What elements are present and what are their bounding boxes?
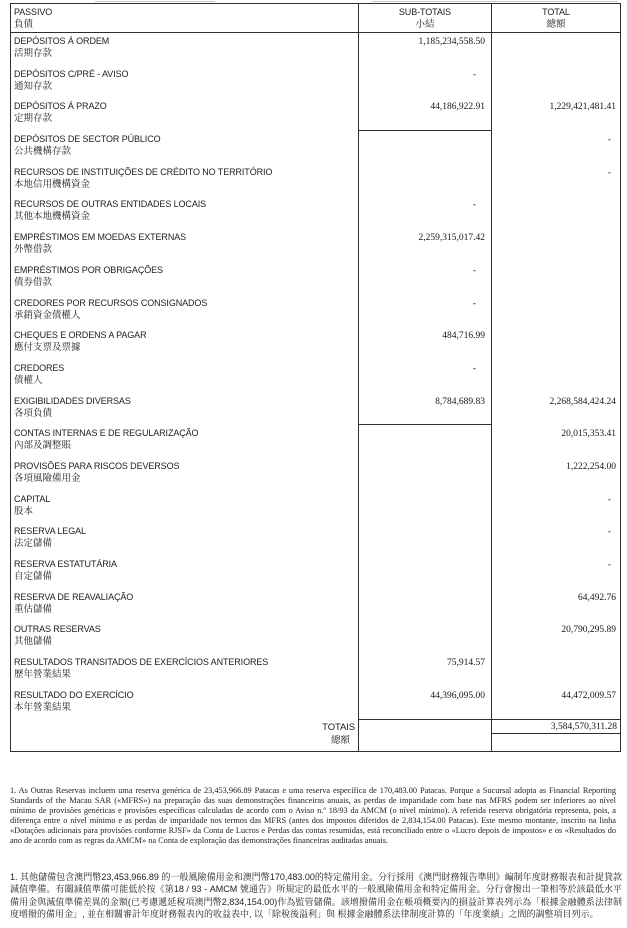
subtotal-cell bbox=[358, 164, 492, 197]
table-row bbox=[11, 295, 620, 328]
row-label-pt: CREDORES bbox=[14, 362, 65, 373]
total-cell: - bbox=[607, 135, 611, 146]
header-cell-total bbox=[492, 4, 620, 32]
row-label-cell bbox=[11, 295, 358, 328]
row-label-pt: EMPRÉSTIMOS EM MOEDAS EXTERNAS bbox=[14, 232, 187, 243]
subtotal-cell: - bbox=[358, 295, 492, 328]
table-row bbox=[11, 687, 620, 720]
subtotal-cell: 75,914.57 bbox=[358, 654, 492, 687]
subtotal-cell: 44,396,095.00 bbox=[358, 687, 492, 720]
subtotal-cell bbox=[358, 131, 492, 164]
row-label-cell bbox=[11, 327, 358, 360]
total-cell: 20,790,295.89 bbox=[561, 625, 616, 636]
row-label-pt: EMPRÉSTIMOS POR OBRIGAÇÕES bbox=[14, 264, 163, 275]
row-label-cell bbox=[11, 66, 358, 99]
row-label-pt: DEPÓSITOS DE SECTOR PÚBLICO bbox=[14, 134, 161, 145]
row-label-cell bbox=[11, 33, 358, 66]
table-row bbox=[11, 393, 620, 426]
row-label-pt: RECURSOS DE OUTRAS ENTIDADES LOCAIS bbox=[14, 199, 207, 210]
scan-artifact bbox=[372, 1, 618, 2]
row-label-cell bbox=[11, 556, 358, 589]
total-cell: 1,222,254.00 bbox=[566, 461, 616, 472]
table-row bbox=[11, 621, 620, 654]
row-label-cell bbox=[11, 654, 358, 687]
footnote-chinese: 1. 其他儲備包含澳門幣23,453,966.89 的一般風險備用金和澳門幣170,483.00的特定備用金。分行採用《澳門財務報告準則》編制年度財務報表和計提貸款減值準備。有關減值準備可能低於按《第18 / 93 - AMCM 號通告》所規定的最低水平的一般風險備用金和特定備用金。分行會撥出一筆相等於該最低水平備用金與減值準備差異的金額(已考慮遞延稅項澳門幣2,834,154.00)作為監管儲備。該增撥備用金在帳項概要內的損益計算表列示為「根據金融體系法律制度增撥的備用金」, 並在相關審計年度財務報表內的收益表中, 以「除稅後溢利」與 根據金融體系法律制度計算的「年度業績」之間的調整項目列示。 bbox=[10, 872, 622, 919]
grand-total-value: 3,584,570,311.28 bbox=[492, 720, 620, 734]
row-label-cell bbox=[11, 523, 358, 556]
header-label-total-zh: 總額 bbox=[546, 19, 566, 30]
row-label-pt: RESERVA ESTATUTÁRIA bbox=[14, 559, 117, 569]
table-row bbox=[11, 66, 620, 99]
row-label-pt: RESULTADO DO EXERCÍCIO bbox=[14, 689, 134, 700]
row-label-zh: 法定儲備 bbox=[14, 538, 53, 550]
row-label-cell bbox=[11, 687, 358, 720]
table-row bbox=[11, 229, 620, 262]
total-cell bbox=[492, 295, 620, 328]
table-row bbox=[11, 98, 620, 131]
header-label-subtotais: SUB-TOTAIS bbox=[398, 7, 452, 17]
row-label-zh: 本年營業結果 bbox=[14, 701, 72, 713]
row-label-pt: RESERVA DE REAVALIAÇÃO bbox=[14, 591, 134, 602]
totals-row bbox=[11, 719, 620, 751]
row-label-zh: 自定儲備 bbox=[14, 571, 53, 582]
row-label-cell bbox=[11, 458, 358, 491]
row-label-pt: RECURSOS DE INSTITUIÇÕES DE CRÉDITO NO TERRITÓRIO bbox=[14, 166, 273, 177]
row-label-cell bbox=[11, 131, 358, 164]
subtotal-cell bbox=[358, 523, 492, 556]
row-label-zh: 其他本地機構資金 bbox=[14, 211, 91, 223]
totals-label: TOTAIS bbox=[322, 722, 355, 734]
table-row bbox=[11, 654, 620, 687]
row-label-zh: 外幣借款 bbox=[14, 244, 53, 256]
subtotal-cell: - bbox=[358, 262, 492, 295]
total-cell bbox=[492, 327, 620, 360]
table-row bbox=[11, 327, 620, 360]
row-label-zh: 債券借款 bbox=[14, 276, 53, 288]
row-label-cell bbox=[11, 229, 358, 262]
subtotal-cell: - bbox=[358, 360, 492, 393]
subtotal-cell bbox=[358, 556, 492, 589]
total-cell bbox=[492, 654, 620, 687]
table-row bbox=[11, 196, 620, 229]
row-label-pt: DEPÓSITOS Á ORDEM bbox=[14, 36, 110, 46]
row-label-zh: 債權人 bbox=[14, 374, 43, 386]
table-row bbox=[11, 360, 620, 393]
table-row bbox=[11, 523, 620, 556]
row-label-cell bbox=[11, 98, 358, 131]
row-label-zh: 公共機構存款 bbox=[14, 146, 72, 158]
row-label-zh: 重估儲備 bbox=[14, 603, 53, 615]
row-label-zh: 通知存款 bbox=[14, 80, 53, 92]
table-row bbox=[11, 458, 620, 491]
row-label-zh: 承銷資金債權人 bbox=[14, 309, 81, 321]
row-label-pt: EXIGIBILIDADES DIVERSAS bbox=[14, 395, 131, 406]
row-label-cell bbox=[11, 425, 358, 458]
header-cell-subtotais bbox=[358, 4, 492, 32]
total-cell bbox=[492, 196, 620, 229]
row-label-cell bbox=[11, 589, 358, 622]
liabilities-table bbox=[10, 3, 621, 752]
subtotal-cell bbox=[358, 458, 492, 491]
row-label-pt: CREDORES POR RECURSOS CONSIGNADOS bbox=[14, 297, 208, 308]
row-label-pt: DEPÓSITOS Á PRAZO bbox=[14, 101, 107, 112]
row-label-zh: 股本 bbox=[14, 505, 34, 517]
row-label-zh: 其他儲備 bbox=[14, 636, 53, 648]
total-cell bbox=[492, 33, 620, 66]
row-label-cell bbox=[11, 491, 358, 524]
total-cell: - bbox=[607, 167, 611, 178]
subtotal-cell: - bbox=[358, 66, 492, 99]
row-label-cell bbox=[11, 393, 358, 426]
subtotal-cell: 44,186,922.91 bbox=[358, 98, 492, 131]
row-label-zh: 歷年營業結果 bbox=[14, 669, 72, 681]
header-cell-passivo bbox=[11, 4, 358, 32]
scan-artifact bbox=[95, 1, 215, 2]
table-row bbox=[11, 491, 620, 524]
subtotal-cell bbox=[358, 621, 492, 654]
row-label-pt: OUTRAS RESERVAS bbox=[14, 624, 101, 635]
row-label-cell bbox=[11, 621, 358, 654]
row-label-zh: 本地信用機構資金 bbox=[14, 178, 91, 190]
totals-total-cell bbox=[492, 719, 620, 751]
row-label-pt: RESULTADOS TRANSITADOS DE EXERCÍCIOS ANTERIORES bbox=[14, 657, 269, 668]
total-cell bbox=[492, 229, 620, 262]
subtotal-cell: 2,259,315,017.42 bbox=[358, 229, 492, 262]
row-label-pt: CHEQUES E ORDENS A PAGAR bbox=[14, 330, 147, 341]
total-cell bbox=[492, 66, 620, 99]
table-row bbox=[11, 164, 620, 197]
total-cell: - bbox=[607, 527, 611, 538]
row-label-pt: PROVISÕES PARA RISCOS DEVERSOS bbox=[14, 460, 180, 471]
row-label-zh: 活期存款 bbox=[14, 48, 53, 59]
subtotal-cell bbox=[358, 425, 492, 458]
table-row bbox=[11, 33, 620, 66]
table-row bbox=[11, 131, 620, 164]
row-label-zh: 各項負債 bbox=[14, 407, 53, 419]
table-header-row bbox=[11, 4, 620, 33]
header-label-passivo: PASSIVO bbox=[14, 7, 53, 17]
row-label-pt: CAPITAL bbox=[14, 493, 51, 504]
table-row bbox=[11, 425, 620, 458]
row-label-zh: 定期存款 bbox=[14, 113, 53, 125]
total-cell: 2,268,584,424.24 bbox=[549, 396, 616, 407]
row-label-cell bbox=[11, 196, 358, 229]
total-cell: 1,229,421,481.41 bbox=[549, 102, 616, 113]
table-body bbox=[11, 33, 620, 719]
total-cell bbox=[492, 262, 620, 295]
table-row bbox=[11, 589, 620, 622]
row-label-zh: 內部及調整賬 bbox=[14, 440, 72, 452]
total-cell: 20,015,353.41 bbox=[561, 429, 616, 440]
row-label-cell bbox=[11, 262, 358, 295]
totals-label-cell bbox=[11, 719, 358, 751]
row-label-pt: CONTAS INTERNAS E DE REGULARIZAÇÃO bbox=[14, 428, 199, 439]
footnote-portuguese: 1. As Outras Reservas incluem uma reserva genérica de 23,453,966.89 Patacas e uma reserva específica de 170,483.00 Patacas. Porque a Sucursal adopta as Financial Reporting Standards of the Macau SAR («MFRS») na preparação das suas demonstrações financeiras anuais, as perdas de imparidade com base nas MFRS podem ser inferiores ao nível mínimo de provisões genéricas e provisões específicas calculadas de acordo com o Aviso n.º 18/93 da AMCM (o nível mínimo). A referida reserva obrigatória representa, pois, a diferença entre o nível mínimo e as perdas de imparidade nos termos das MFRS (antes dos impostos diferidos de 2,834,154.00 Patacas). Este mesmo montante, inscrito na linha «Dotações adicionais para provisões conforme RJSF» da Conta de Lucros e Perdas das contas resumidas, está reconciliado entre o «Lucro depois de impostos» e os «Resultados do ano de acordo com as regras da AMCM» na Conta de exploração das demonstrações financeiras auditadas anuais. bbox=[10, 786, 616, 846]
header-label-subtotais-zh: 小結 bbox=[415, 19, 435, 30]
row-label-pt: RESERVA LEGAL bbox=[14, 526, 86, 537]
row-label-zh: 各項風險備用金 bbox=[14, 472, 81, 484]
row-label-cell bbox=[11, 164, 358, 197]
row-label-pt: DEPÓSITOS C/PRÉ - AVISO bbox=[14, 68, 129, 79]
subtotal-cell bbox=[358, 589, 492, 622]
total-cell: - bbox=[607, 494, 611, 505]
total-cell: - bbox=[607, 560, 611, 570]
subtotal-cell: 1,185,234,558.50 bbox=[358, 33, 492, 66]
subtotal-cell: 8,784,689.83 bbox=[358, 393, 492, 426]
totals-subtotal-cell bbox=[358, 719, 492, 751]
subtotal-cell bbox=[358, 491, 492, 524]
header-label-passivo-zh: 負債 bbox=[14, 19, 34, 30]
subtotal-cell: 484,716.99 bbox=[358, 327, 492, 360]
totals-label-zh: 總額 bbox=[330, 735, 350, 747]
table-row bbox=[11, 556, 620, 589]
row-label-cell bbox=[11, 360, 358, 393]
table-row bbox=[11, 262, 620, 295]
total-cell bbox=[492, 360, 620, 393]
total-cell: 44,472,009.57 bbox=[561, 690, 616, 701]
header-label-total: TOTAL bbox=[542, 7, 570, 17]
subtotal-cell: - bbox=[358, 196, 492, 229]
total-cell: 64,492.76 bbox=[578, 592, 616, 603]
row-label-zh: 應付支票及票據 bbox=[14, 342, 81, 354]
